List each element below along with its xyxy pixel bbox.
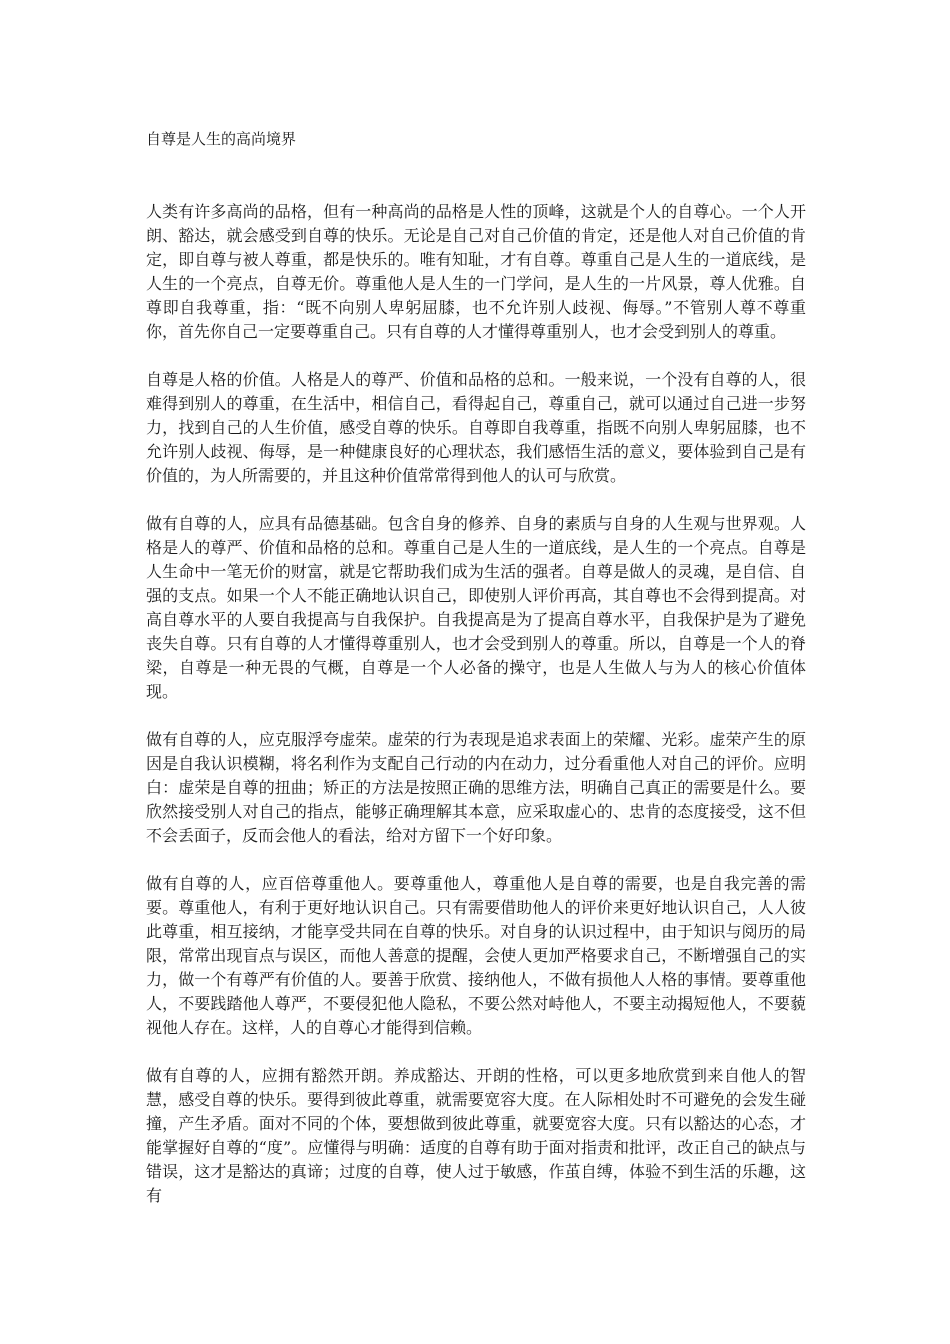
paragraph: 自尊是人格的价值。人格是人的尊严、价值和品格的总和。一般来说，一个没有自尊的人，很难得到别人的尊重，在生活中，相信自己，看得起自己，尊重自己，就可以通过自己进一步努力，找到自己的人生价值，感受自尊的快乐。自尊即自我尊重，指既不向别人卑躬屈膝，也不允许别人歧视、侮辱，是一种健康良好的心理状态，我们感悟生活的意义，要体验到自己是有价值的，为人所需要的，并且这种价值常常得到他人的认可与欣赏。 bbox=[146, 370, 806, 485]
document-title: 自尊是人生的高尚境界 bbox=[146, 130, 297, 148]
paragraph: 做有自尊的人，应具有品德基础。包含自身的修养、自身的素质与自身的人生观与世界观。人格是人的尊严、价值和品格的总和。尊重自己是人生的一道底线，是人生的一个亮点。自尊是人生命中一笔无价的财富，就是它帮助我们成为生活的强者。自尊是做人的灵魂，是自信、自强的支点。如果一个人不能正确地认识自己，即使别人评价再高，其自尊也不会得到提高。对高自尊水平的人要自我提高与自我保护。自我提高是为了提高自尊水平，自我保护是为了避免丧失自尊。只有自尊的人才懂得尊重别人，也才会受到别人的尊重。所以，自尊是一个人的脊梁，自尊是一种无畏的气概，自尊是一个人必备的操守，也是人生做人与为人的核心价值体现。 bbox=[146, 514, 806, 701]
paragraph: 做有自尊的人，应百倍尊重他人。要尊重他人，尊重他人是自尊的需要，也是自我完善的需要。尊重他人，有利于更好地认识自己。只有需要借助他人的评价来更好地认识自己，人人彼此尊重，相互接纳，才能享受共同在自尊的快乐。对自身的认识过程中，由于知识与阅历的局限，常常出现盲点与误区，而他人善意的提醒，会使人更加严格要求自己，不断增强自己的实力，做一个有尊严有价值的人。要善于欣赏、接纳他人，不做有损他人人格的事情。要尊重他人，不要践踏他人尊严，不要侵犯他人隐私，不要公然对峙他人，不要主动揭短他人，不要藐视他人存在。这样，人的自尊心才能得到信赖。 bbox=[146, 874, 806, 1037]
document-body bbox=[146, 200, 806, 1232]
paragraph: 做有自尊的人，应克服浮夸虚荣。虚荣的行为表现是追求表面上的荣耀、光彩。虚荣产生的原因是自我认识模糊，将名利作为支配自己行动的内在动力，过分看重他人对自己的评价。应明白：虚荣是自尊的扭曲；矫正的方法是按照正确的思维方法，明确自己真正的需要是什么。要欣然接受别人对自己的指点，能够正确理解其本意，应采取虚心的、忠肯的态度接受，这不但不会丢面子，反而会他人的看法，给对方留下一个好印象。 bbox=[146, 730, 806, 845]
paragraph: 做有自尊的人，应拥有豁然开朗。养成豁达、开朗的性格，可以更多地欣赏到来自他人的智慧，感受自尊的快乐。要得到彼此尊重，就需要宽容大度。在人际相处时不可避免的会发生碰撞，产生矛盾。面对不同的个体，要想做到彼此尊重，就要宽容大度。只有以豁达的心态，才能掌握好自尊的“度”。应懂得与明确：适度的自尊有助于面对指责和批评，改正自己的缺点与错误，这才是豁达的真谛；过度的自尊，使人过于敏感，作茧自缚，体验不到生活的乐趣，这有 bbox=[146, 1066, 806, 1205]
paragraph: 人类有许多高尚的品格，但有一种高尚的品格是人性的顶峰，这就是个人的自尊心。一个人开朗、豁达，就会感受到自尊的快乐。无论是自己对自己价值的肯定，还是他人对自己价值的肯定，即自尊与被人尊重，都是快乐的。唯有知耻，才有自尊。尊重自己是人生的一道底线，是人生的一个亮点，自尊无价。尊重他人是人生的一门学问，是人生的一片风景，尊人优雅。自尊即自我尊重，指：“既不向别人卑躬屈膝，也不允许别人歧视、侮辱。”不管别人尊不尊重你，首先你自己一定要尊重自己。只有自尊的人才懂得尊重别人，也才会受到别人的尊重。 bbox=[146, 202, 806, 341]
